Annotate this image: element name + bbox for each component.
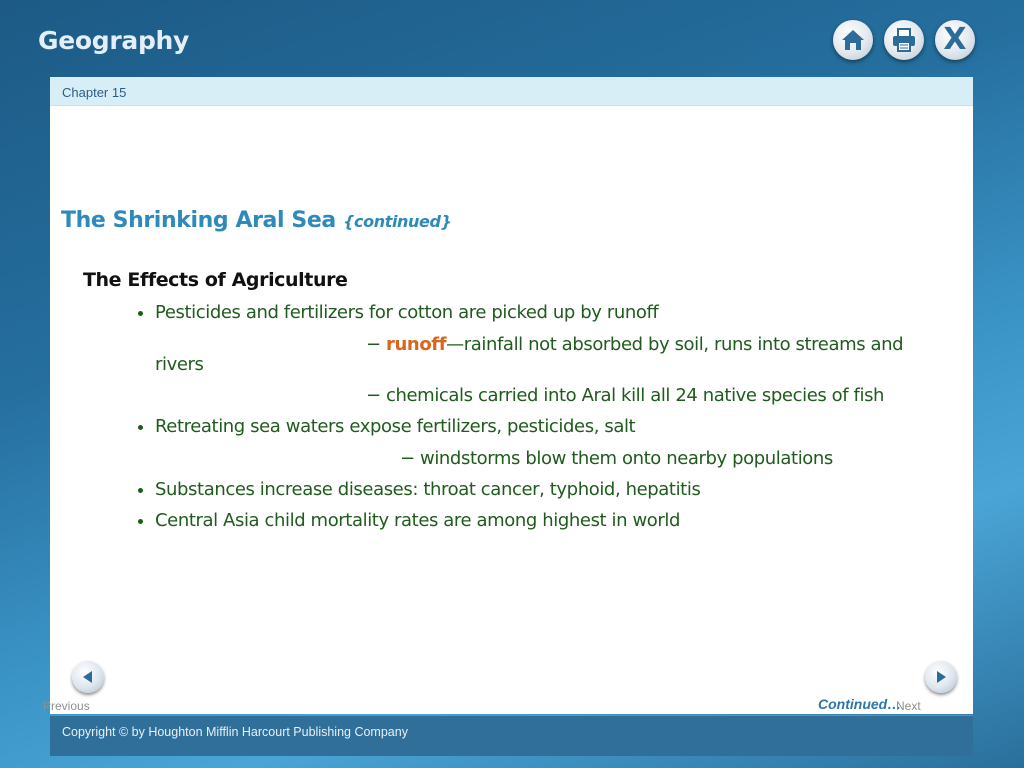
next-button[interactable] (925, 661, 957, 693)
previous-button[interactable] (72, 661, 104, 693)
app-title: Geography (38, 26, 190, 55)
bullet-dot (138, 311, 143, 316)
arrow-right-icon (933, 669, 949, 685)
next-label[interactable]: Next (896, 699, 921, 713)
sub-item: − chemicals carried into Aral kill all 24 native species of fish (366, 385, 885, 406)
sub-item (366, 334, 903, 355)
print-icon (891, 27, 917, 53)
bullet-item: Pesticides and fertilizers for cotton are picked up by runoff (155, 302, 659, 323)
sub-item-definition: —rainfall not absorbed by soil, runs into streams and (446, 334, 904, 355)
home-icon (840, 28, 866, 52)
print-button[interactable] (884, 20, 924, 60)
sub-item-dash: − (366, 334, 381, 355)
copyright-text: Copyright © by Houghton Mifflin Harcourt Publishing Company (62, 725, 408, 739)
footer-bar (50, 715, 973, 756)
bullet-dot (138, 425, 143, 430)
key-term: runoff (386, 334, 447, 355)
slide-title-continued: {continued} (343, 212, 452, 231)
close-button[interactable] (935, 20, 975, 60)
chapter-bar (50, 77, 973, 106)
bullet-item: Substances increase diseases: throat cancer, typhoid, hepatitis (155, 479, 701, 500)
chapter-label: Chapter 15 (62, 85, 127, 100)
bullet-dot (138, 519, 143, 524)
close-icon: X (943, 22, 967, 57)
previous-label[interactable]: Previous (43, 699, 90, 713)
slide-panel (43, 77, 973, 714)
bullet-dot (138, 488, 143, 493)
arrow-left-icon (80, 669, 96, 685)
bullet-item: Retreating sea waters expose fertilizers, pesticides, salt (155, 416, 636, 437)
bullet-item: Central Asia child mortality rates are among highest in world (155, 510, 681, 531)
section-heading: The Effects of Agriculture (83, 269, 348, 291)
home-button[interactable] (833, 20, 873, 60)
slide-title-text: The Shrinking Aral Sea (61, 208, 336, 233)
sub-item-continuation: rivers (155, 354, 204, 375)
sub-item: − windstorms blow them onto nearby populations (400, 448, 833, 469)
continued-label: Continued… (818, 696, 902, 712)
slide-title (61, 208, 452, 233)
